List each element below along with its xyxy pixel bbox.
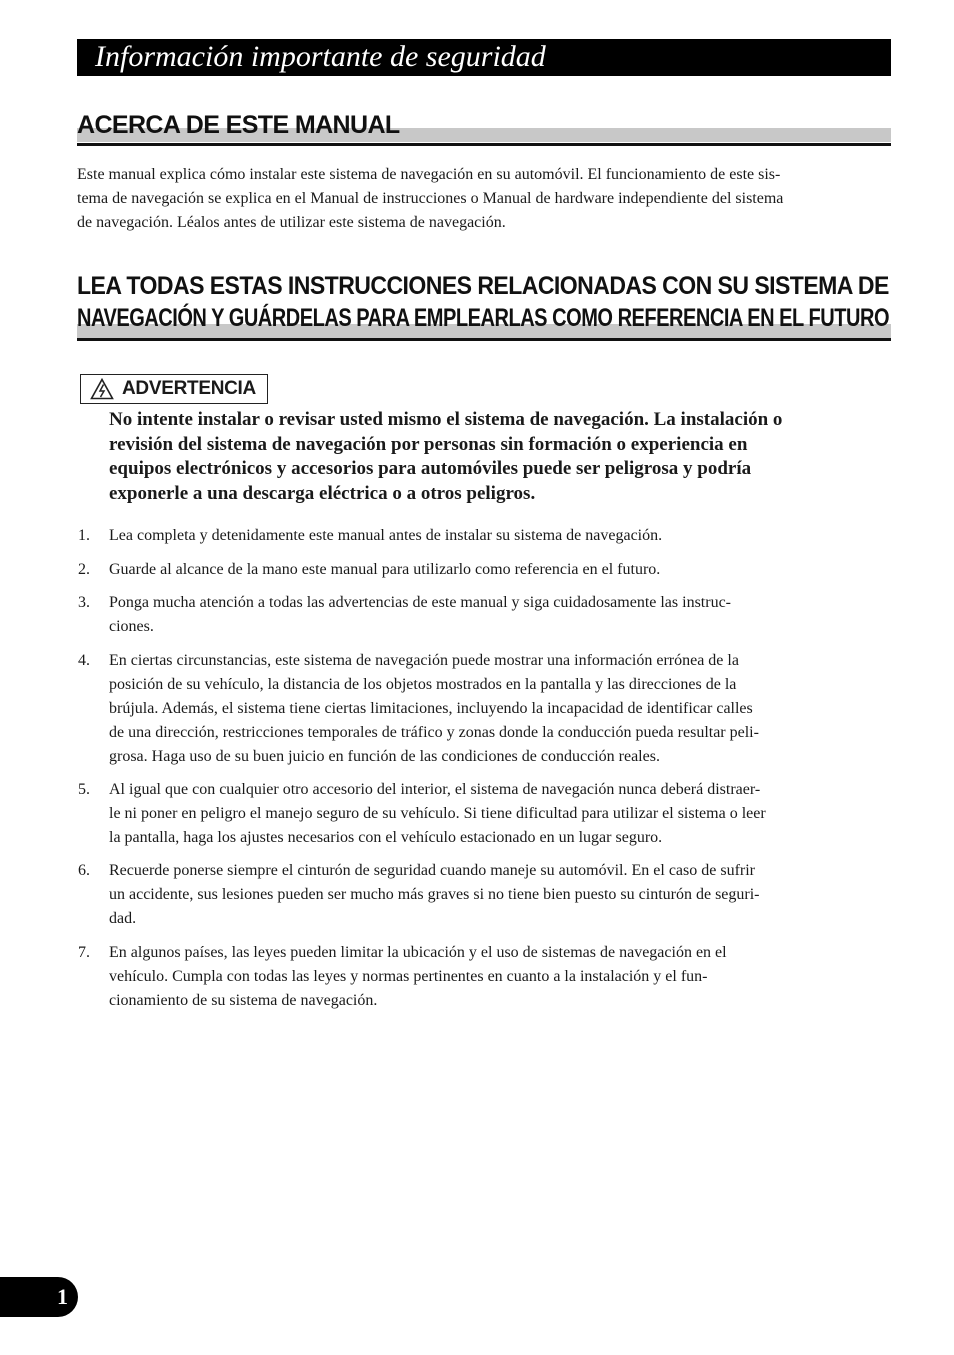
list-item: [109, 941, 869, 1013]
list-number: 5.: [78, 781, 90, 798]
heading-line: ACERCA DE ESTE MANUAL: [77, 111, 400, 139]
list-item: [109, 778, 869, 850]
list-item: [109, 591, 869, 639]
paragraph-line: Este manual explica cómo instalar este sistema de navegación en su automóvil. El funcionamiento de este sis-: [77, 166, 781, 183]
list-item-line: En ciertas circunstancias, este sistema de navegación puede mostrar una información errónea de la: [109, 652, 739, 669]
list-item-line: Guarde al alcance de la mano este manual para utilizarlo como referencia en el futuro.: [109, 561, 661, 578]
list-item: [109, 558, 869, 582]
list-item-line: ciones.: [109, 618, 154, 635]
list-number: 3.: [78, 594, 90, 611]
paragraph-line: tema de navegación se explica en el Manual de instrucciones o Manual de hardware independiente del sistema: [77, 190, 784, 207]
section-heading-instructions: [77, 270, 891, 334]
list-number: 7.: [78, 944, 90, 961]
list-item-line: un accidente, sus lesiones pueden ser mucho más graves si no tiene bien puesto su cinturón de seguri-: [109, 886, 760, 903]
list-item-line: Ponga mucha atención a todas las advertencias de este manual y siga cuidadosamente las instruc-: [109, 594, 732, 611]
warning-line: equipos electrónicos y accesorios para automóviles puede ser peligrosa y podría: [109, 458, 752, 479]
list-item-line: Recuerde ponerse siempre el cinturón de seguridad cuando maneje su automóvil. En el caso de sufrir: [109, 862, 755, 879]
section-heading-manual: [77, 110, 891, 140]
warning-label: ADVERTENCIA: [122, 378, 256, 399]
list-item-line: Al igual que con cualquier otro accesorio del interior, el sistema de navegación nunca deberá distraer-: [109, 781, 761, 798]
list-number: 2.: [78, 561, 90, 578]
list-item: [109, 524, 869, 548]
page-title: Información importante de seguridad: [77, 39, 891, 76]
list-item-line: grosa. Haga uso de su buen juicio en función de las condiciones de conducción reales.: [109, 748, 660, 765]
list-item: [109, 649, 869, 769]
list-item-line: dad.: [109, 910, 137, 927]
heading-line: NAVEGACIÓN Y GUÁRDELAS PARA EMPLEARLAS COMO REFERENCIA EN EL FUTURO: [77, 304, 890, 332]
warning-text: [109, 408, 869, 506]
list-item-line: brújula. Además, el sistema tiene ciertas limitaciones, incluyendo la incapacidad de identificar calles: [109, 700, 753, 717]
warning-label-box: [80, 374, 268, 404]
heading-line: LEA TODAS ESTAS INSTRUCCIONES RELACIONADAS CON SU SISTEMA DE: [77, 272, 889, 300]
page-number-tab: 1: [0, 1277, 78, 1317]
heading-rule: [77, 143, 891, 146]
list-item: [109, 859, 869, 931]
list-item-line: la pantalla, haga los ajustes necesarios con el vehículo estacionado en un lugar seguro.: [109, 829, 663, 846]
list-number: 4.: [78, 652, 90, 669]
list-item-line: Lea completa y detenidamente este manual antes de instalar su sistema de navegación.: [109, 527, 663, 544]
list-item-line: cionamiento de su sistema de navegación.: [109, 992, 378, 1009]
list-number: 1.: [78, 527, 90, 544]
list-item-line: posición de su vehículo, la distancia de los objetos mostrados en la pantalla y las direcciones de la: [109, 676, 737, 693]
list-item-line: En algunos países, las leyes pueden limitar la ubicación y el uso de sistemas de navegación en el: [109, 944, 727, 961]
list-item-line: le ni poner en peligro el manejo seguro de su vehículo. Si tiene dificultad para utilizar el sistema o leer: [109, 805, 766, 822]
warning-line: No intente instalar o revisar usted mismo el sistema de navegación. La instalación o: [109, 409, 783, 430]
list-item-line: de una dirección, restricciones temporales de tráfico y zonas donde la conducción pueda resultar peli-: [109, 724, 759, 741]
warning-line: revisión del sistema de navegación por personas sin formación o experiencia en: [109, 433, 748, 455]
warning-line: exponerle a una descarga eléctrica o a otros peligros.: [109, 482, 536, 504]
intro-paragraph: [77, 163, 891, 235]
heading-rule: [77, 338, 891, 341]
paragraph-line: de navegación. Léalos antes de utilizar este sistema de navegación.: [77, 214, 506, 231]
warning-triangle-icon: [90, 378, 114, 400]
list-number: 6.: [78, 862, 90, 879]
list-item-line: vehículo. Cumpla con todas las leyes y normas pertinentes en cuanto a la instalación y el fun-: [109, 968, 708, 985]
